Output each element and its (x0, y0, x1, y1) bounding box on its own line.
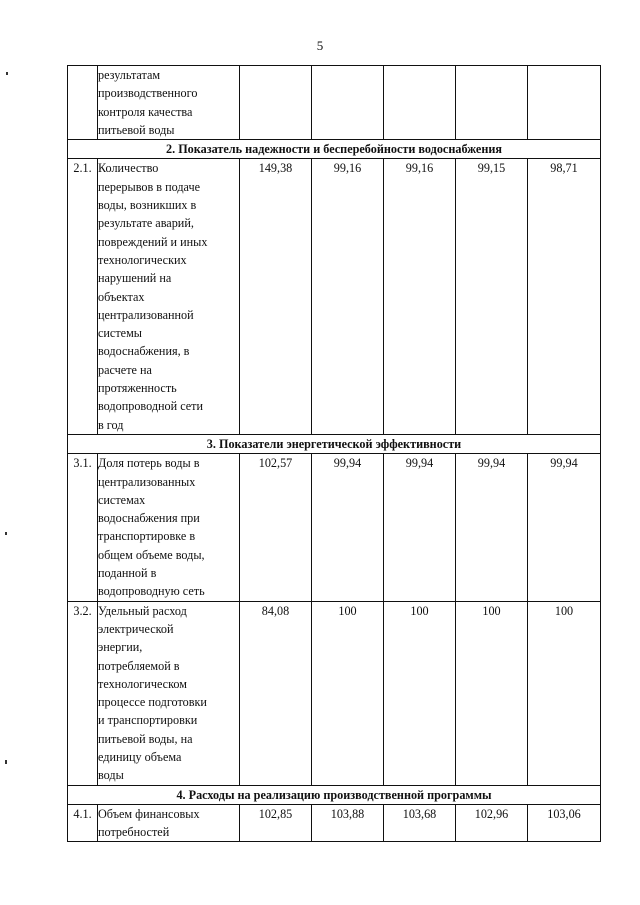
row-number: 4.1. (68, 804, 98, 842)
row-number: 3.1. (68, 454, 98, 601)
indicator-description (98, 159, 240, 434)
table-row (68, 601, 601, 785)
value-cell: 103,06 (528, 804, 601, 842)
value-cell: 103,68 (384, 804, 456, 842)
description-line: централизованных (98, 474, 196, 489)
section-header-row (68, 785, 601, 804)
description-line: системах (98, 492, 146, 507)
description-line: единицу объема (98, 749, 182, 764)
value-cell: 98,71 (528, 159, 601, 434)
description-line: Объем финансовых (98, 806, 200, 821)
description-line: повреждений и иных (98, 234, 208, 249)
row-number: 3.2. (68, 601, 98, 785)
section-title: 2. Показатель надежности и бесперебойности водоснабжения (68, 140, 601, 159)
indicator-description (98, 66, 240, 140)
indicator-description (98, 601, 240, 785)
description-line: расчете на (98, 362, 152, 377)
description-line: Удельный расход (98, 603, 187, 618)
value-cell: 149,38 (240, 159, 312, 434)
description-line: в год (98, 417, 124, 432)
description-line: результате аварий, (98, 216, 194, 231)
description-line: Доля потерь воды в (98, 456, 200, 471)
value-cell: 100 (456, 601, 528, 785)
description-line: технологических (98, 252, 187, 267)
description-line: питьевой воды (98, 122, 175, 137)
value-cell: 99,15 (456, 159, 528, 434)
section-title: 3. Показатели энергетической эффективности (68, 434, 601, 453)
description-line: системы (98, 326, 142, 341)
scan-mark (6, 72, 8, 75)
description-line: электрической (98, 621, 174, 636)
table-row (68, 66, 601, 140)
scan-mark (5, 532, 7, 535)
section-header-row (68, 140, 601, 159)
description-line: общем объеме воды, (98, 547, 205, 562)
description-line: протяженность (98, 381, 177, 396)
description-line: поданной в (98, 566, 157, 581)
value-cell (384, 66, 456, 140)
description-line: производственного (98, 86, 198, 101)
description-line: водоснабжения при (98, 511, 200, 526)
value-cell: 103,88 (312, 804, 384, 842)
description-line: и транспортировки (98, 713, 198, 728)
indicators-table (67, 65, 601, 842)
value-cell: 99,94 (528, 454, 601, 601)
value-cell (240, 66, 312, 140)
description-line: транспортировке в (98, 529, 196, 544)
value-cell: 99,94 (312, 454, 384, 601)
description-line: технологическом (98, 676, 187, 691)
indicator-description (98, 804, 240, 842)
section-title: 4. Расходы на реализацию производственной программы (68, 785, 601, 804)
value-cell: 102,85 (240, 804, 312, 842)
description-line: нарушений на (98, 271, 172, 286)
value-cell: 100 (528, 601, 601, 785)
description-line: перерывов в подаче (98, 179, 201, 194)
description-line: воды, возникших в (98, 198, 197, 213)
value-cell: 84,08 (240, 601, 312, 785)
value-cell: 100 (312, 601, 384, 785)
value-cell (312, 66, 384, 140)
indicator-description (98, 454, 240, 601)
description-line: потребляемой в (98, 658, 180, 673)
table-row (68, 454, 601, 601)
row-number: 2.1. (68, 159, 98, 434)
value-cell: 102,57 (240, 454, 312, 601)
value-cell: 102,96 (456, 804, 528, 842)
description-line: водопроводную сеть (98, 584, 205, 599)
description-line: контроля качества (98, 104, 193, 119)
page-number: 5 (316, 38, 324, 53)
description-line: централизованной (98, 307, 194, 322)
description-line: воды (98, 768, 124, 783)
description-line: объектах (98, 289, 145, 304)
description-line: потребностей (98, 825, 170, 840)
scan-mark (5, 760, 7, 764)
value-cell: 99,16 (384, 159, 456, 434)
description-line: процессе подготовки (98, 695, 207, 710)
description-line: энергии, (98, 640, 143, 655)
value-cell (456, 66, 528, 140)
value-cell: 99,94 (384, 454, 456, 601)
value-cell (528, 66, 601, 140)
value-cell: 100 (384, 601, 456, 785)
table-row (68, 804, 601, 842)
table-row (68, 159, 601, 434)
description-line: водопроводной сети (98, 399, 204, 414)
row-number (68, 66, 98, 140)
description-line: водоснабжения, в (98, 344, 190, 359)
description-line: Количество (98, 161, 159, 176)
description-line: питьевой воды, на (98, 731, 193, 746)
section-header-row (68, 434, 601, 453)
value-cell: 99,94 (456, 454, 528, 601)
description-line: результатам (98, 68, 161, 82)
value-cell: 99,16 (312, 159, 384, 434)
